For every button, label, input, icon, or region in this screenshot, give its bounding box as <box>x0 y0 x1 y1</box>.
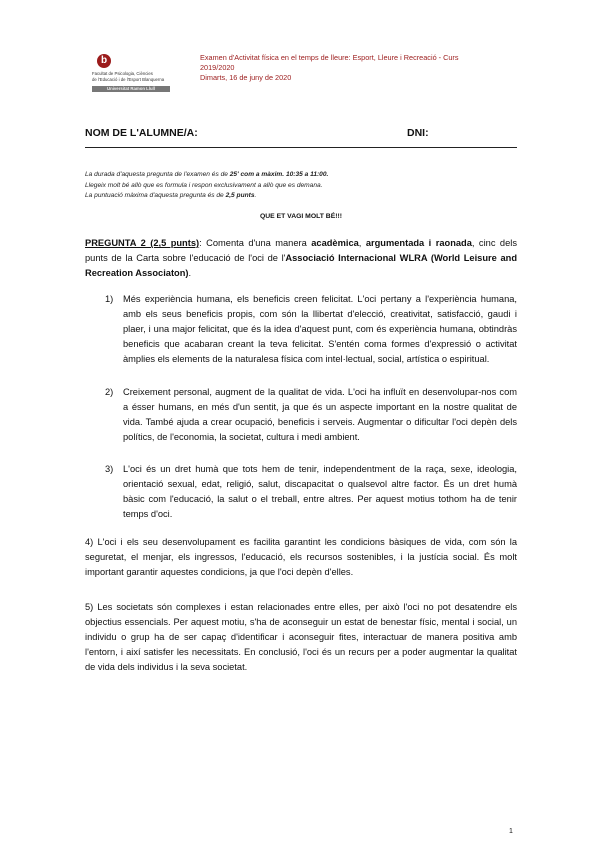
answer-item <box>85 292 517 367</box>
answer-number: 5) <box>85 602 94 612</box>
instruction-text: La durada d'aquesta pregunta de l'examen és de <box>85 171 230 178</box>
exam-header <box>200 53 459 83</box>
answer-item <box>85 462 517 522</box>
question-statement <box>85 236 517 281</box>
page-number: 1 <box>509 828 513 835</box>
question-text: . <box>188 268 192 278</box>
question-text: , <box>358 238 366 248</box>
answer-item <box>85 385 517 445</box>
divider <box>85 147 517 148</box>
header-title: Examen d'Activitat física en el temps de lleure: Esport, Lleure i Recreació - Curs <box>200 53 459 62</box>
answer-number: 2) <box>105 387 114 397</box>
logo-university-bar: Universitat Ramon Llull <box>92 86 170 92</box>
instruction-text: Llegeix molt bé allò que es formula i respon exclusivament a allò que es demana. <box>85 181 323 189</box>
answer-item <box>85 535 517 580</box>
dni-label: DNI: <box>407 127 429 139</box>
logo-faculty-line2: de l'Educació i de l'Esport Blanquerna <box>92 77 165 82</box>
answer-item <box>85 600 517 675</box>
header-year: 2019/2020 <box>200 63 235 72</box>
question-text: , cinc dels punts de la Carta sobre l'educació de l'oci de l' <box>85 238 517 263</box>
question-emphasis: Associació Internacional WLRA (World Leisure and Recreation Associaton) <box>85 253 517 278</box>
question-emphasis: acadèmica <box>311 238 359 248</box>
instruction-text: La puntuació màxima d'aquesta pregunta és de <box>85 192 226 199</box>
answer-text: L'oci i els seu desenvolupament es facilita garantint les condicions bàsiques de vida, com són la seguretat, el menjar, els ingressos, l'educació, els recursos sostenibles, i la justícia social. És molt important garantir aquestes condicions, ja que l'oci depèn d'elles. <box>85 537 517 577</box>
header-date: Dimarts, 16 de juny de 2020 <box>200 73 292 82</box>
question-text: : Comenta d'una manera <box>199 238 312 248</box>
answer-text: Més experiència humana, els beneficis creen felicitat. L'oci pertany a l'experiència humana, amb els seus beneficis propis, com són la llibertat d'elecció, creativitat, satisfacció, gaudi i plaer, i una major felicitat, que és la idea d'aquest punt, com és experiència humana, obtindràs beneficis que acabaran creant la teva felicitat. S'entén coma formes d'expressió o activitat àmplies els elements de la naturalesa física com intel·lectual, social, artística o espiritual. <box>123 294 517 364</box>
logo-faculty-line1: Facultat de Psicologia, Ciències <box>92 71 153 76</box>
instruction-text: . <box>254 192 257 199</box>
answer-text: L'oci és un dret humà que tots hem de tenir, independentment de la raça, sexe, ideologia, orientació sexual, edat, religió, salut, discapacitat o qualsevol altre factor. És un dret humà bàsic com l'educació, la salut o el treball, entre altres. Per aquest motius tothom ha de tenir temps d'oci. <box>123 464 517 519</box>
question-emphasis: argumentada i raonada <box>365 238 472 248</box>
instruction-points: 2,5 punts <box>225 192 255 199</box>
instruction-duration: 25' com a màxim. 10:35 a 11:00. <box>229 171 329 178</box>
instructions <box>85 170 328 202</box>
good-luck: QUE ET VAGI MOLT BÉ!!! <box>259 213 343 220</box>
answer-text: Les societats són complexes i estan relacionades entre elles, per això l'oci no pot desatendre els objectius essencials. Per aquest motiu, s'ha de aconseguir un estat de benestar físic, mental i social, un individu o grup ha de ser capaç d'identificar i aconseguir fites, interactuar de manera positiva amb l'entorn, i així satisfer les necessitats. En conclusió, l'oci és un recurs per a poder augmentar la qualitat de vida dels individus i la seva societat. <box>85 602 518 672</box>
student-fields <box>85 127 517 139</box>
answer-number: 4) <box>85 537 94 547</box>
university-logo-icon: b <box>97 54 111 68</box>
answer-text: Creixement personal, augment de la qualitat de vida. L'oci ha influït en desenvolupar-nos com a ésser humans, en més d'un sentit, ja que és un aspecte important en la nostre qualitat de vida. També ajuda a crear ocupació, beneficis i serveis. Augmentar o dificultar l'oci depèn dels polítics, de l'economia, la societat, cultura i medi ambient. <box>123 387 517 442</box>
answer-number: 1) <box>105 294 114 304</box>
answer-number: 3) <box>105 464 114 474</box>
question-label: PREGUNTA 2 (2,5 punts) <box>85 238 200 248</box>
name-label: NOM DE L'ALUMNE/A: <box>85 127 198 139</box>
